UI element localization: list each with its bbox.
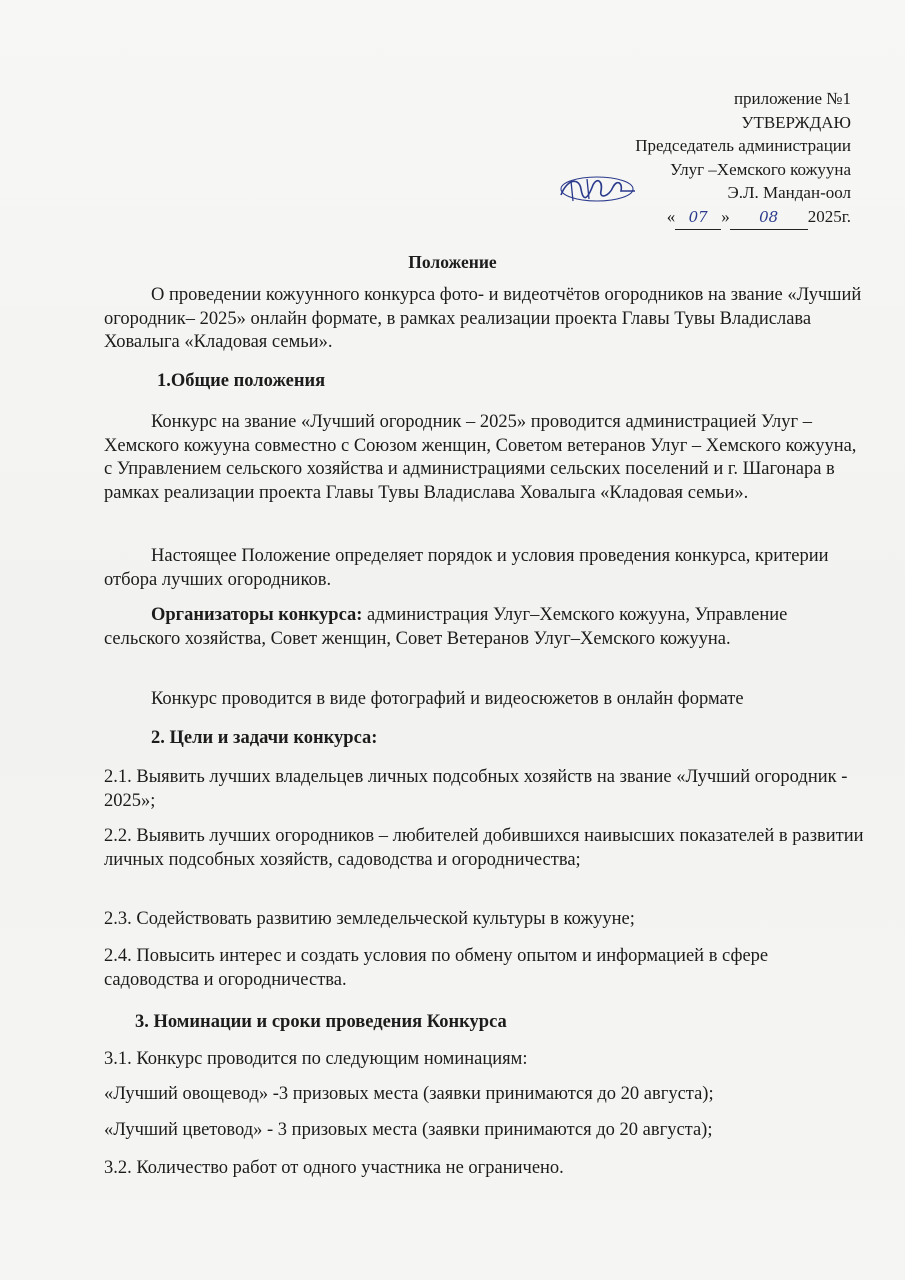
appendix-label: приложение №1 — [733, 89, 851, 108]
goal-item: 2.1. Выявить лучших владельцев личных подсобных хозяйств на звание «Лучший огородник - 2025»; — [104, 767, 848, 811]
date-year: 2025г. — [807, 206, 851, 226]
section3-item1: 3.1. Конкурс проводится по следующим номинациям: — [104, 1049, 528, 1069]
approver-organization: Улуг –Хемского кожууна — [669, 159, 851, 179]
approval-date: « 07 » 08 2025г. — [635, 205, 851, 231]
goal-item: 2.4. Повысить интерес и создать условия по обмену опытом и информацией в сфере садоводства и огородничества. — [104, 946, 769, 990]
document-title: Положение — [408, 252, 497, 272]
section3-item2: 3.2. Количество работ от одного участника не ограничено. — [104, 1158, 564, 1178]
approve-label: УТВЕРЖДАЮ — [741, 112, 851, 132]
date-month: 08 — [759, 207, 779, 226]
section2-heading: 2. Цели и задачи конкурса: — [151, 728, 378, 748]
organizers-label: Организаторы конкурса: — [151, 605, 363, 625]
handwritten-signature — [557, 171, 637, 207]
section1-paragraph1: Конкурс на звание «Лучший огородник – 2025» проводится администрацией Улуг – Хемского кожууна совместно с Союзом женщин, Советом ветеранов Улуг – Хемского кожууна, с Управлением сельского хозяйства и администрациями сельских поселений и г. Шагонара в рамках реализации проекта Главы Тувы Владислава Ховалыга «Кладовая семьи». — [104, 412, 857, 503]
section3-heading: 3. Номинации и сроки проведения Конкурса — [135, 1012, 507, 1032]
nomination-flower: «Лучший цветовод» - 3 призовых места (заявки принимаются до 20 августа); — [104, 1120, 713, 1140]
organizers-text: администрация Улуг–Хемского кожууна, Управление сельского хозяйства, Совет женщин, Совет Ветеранов Улуг–Хемского кожууна. — [104, 605, 788, 649]
section1-paragraph4: Конкурс проводится в виде фотографий и видеосюжетов в онлайн формате — [151, 689, 744, 709]
goal-item: 2.2. Выявить лучших огородников – любителей добившихся наивысших показателей в развитии личных подсобных хозяйств, садоводства и огородничества; — [104, 826, 864, 870]
organizers-paragraph — [104, 604, 864, 651]
goal-item: 2.3. Содействовать развитию земледельческой культуры в кожууне; — [104, 909, 635, 929]
nomination-vegetable: «Лучший овощевод» -3 призовых места (заявки принимаются до 20 августа); — [104, 1084, 714, 1104]
intro-paragraph: О проведении кожуунного конкурса фото- и видеотчётов огородников на звание «Лучший огородник– 2025» онлайн формате, в рамках реализации проекта Главы Тувы Владислава Ховалыга «Кладовая семьи». — [104, 285, 862, 352]
section1-heading: 1.Общие положения — [157, 371, 326, 391]
approval-header — [635, 87, 851, 230]
section1-paragraph2: Настоящее Положение определяет порядок и условия проведения конкурса, критерии отбора лучших огородников. — [104, 546, 829, 590]
date-day: 07 — [688, 207, 708, 226]
signature-line — [635, 181, 851, 205]
approver-position: Председатель администрации — [635, 136, 851, 155]
signatory-name: Э.Л. Мандан-оол — [727, 183, 851, 202]
